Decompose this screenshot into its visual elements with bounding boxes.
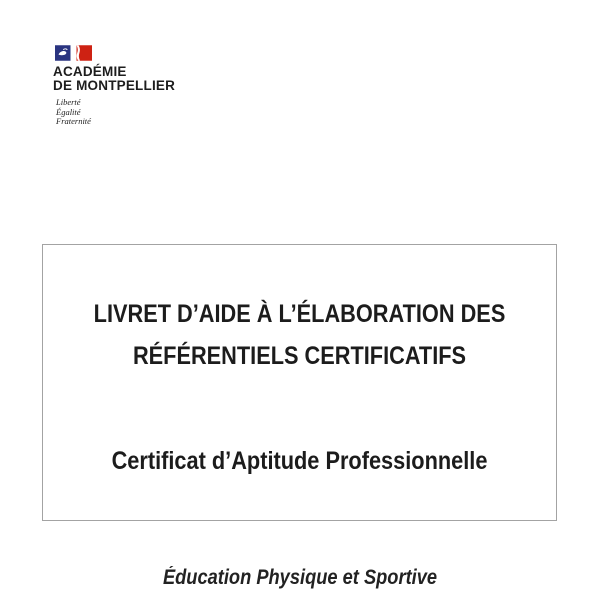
- republic-motto: [56, 98, 175, 127]
- academy-name-line1: ACADÉMIE: [53, 64, 127, 79]
- title-line-1: LIVRET D’AIDE À L’ÉLABORATION DES: [93, 300, 506, 328]
- footer-subject: Éducation Physique et Sportive: [162, 566, 438, 589]
- motto-line-egalite: Égalité: [56, 106, 81, 117]
- title-line-2: RÉFÉRENTIELS CERTIFICATIFS: [132, 342, 467, 370]
- motto-line-fraternite: Fraternité: [56, 116, 91, 127]
- government-logo: [53, 45, 175, 127]
- academy-name-line2: DE MONTPELLIER: [53, 78, 176, 93]
- title-box: [42, 244, 557, 521]
- academy-name: [53, 65, 175, 93]
- french-flag-marianne-icon: [55, 45, 92, 61]
- motto-line-liberte: Liberté: [56, 97, 81, 107]
- subtitle: Certificat d’Aptitude Professionnelle: [111, 447, 488, 475]
